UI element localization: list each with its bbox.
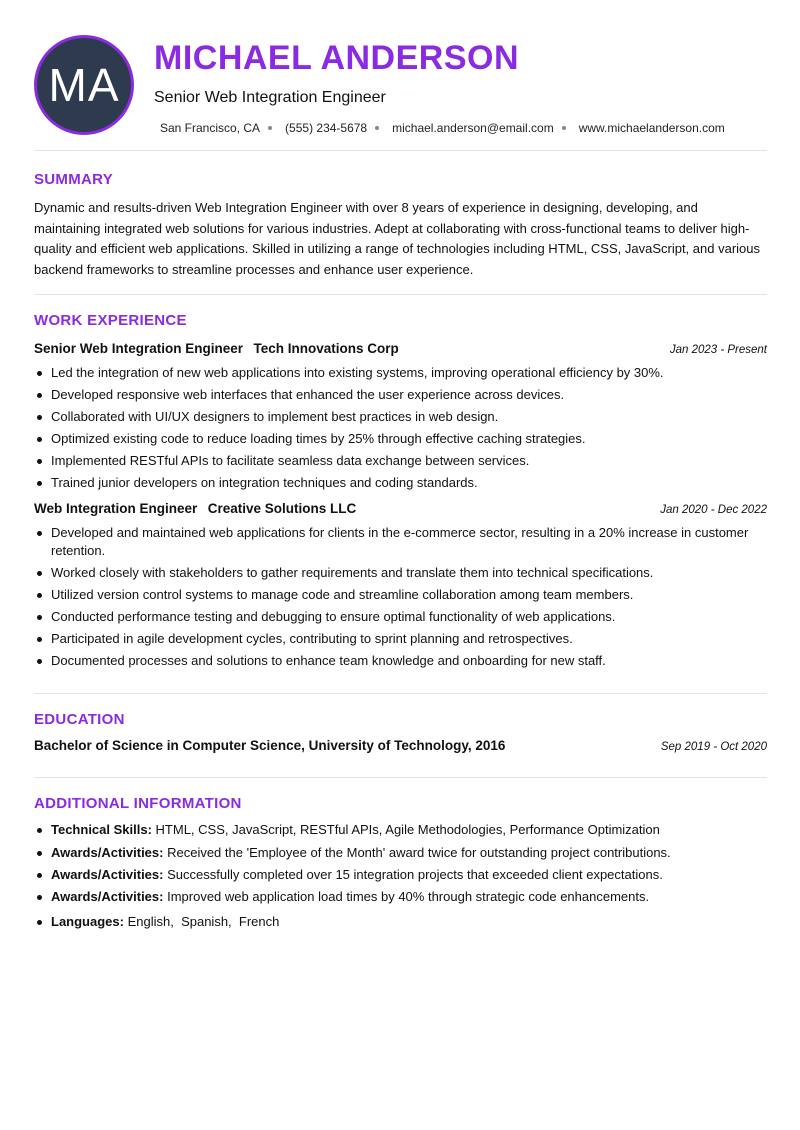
list-item: Led the integration of new web applications into existing systems, improving operational efficiency by 30%. xyxy=(34,364,767,383)
contact-phone: (555) 234-5678 xyxy=(285,121,368,135)
bullet-icon xyxy=(37,895,42,900)
job-bullets xyxy=(34,524,767,671)
list-item: Conducted performance testing and debugging to ensure optimal functionality of web applications. xyxy=(34,608,767,627)
list-item: Trained junior developers on integration techniques and coding standards. xyxy=(34,474,767,493)
info-label: Languages: xyxy=(51,913,124,929)
job-bullets xyxy=(34,364,767,493)
info-label: Technical Skills: xyxy=(51,821,152,837)
list-item: Documented processes and solutions to enhance team knowledge and onboarding for new staff. xyxy=(34,652,767,671)
info-text: Improved web application load times by 40% through strategic code enhancements. xyxy=(167,889,650,904)
education-degree: Bachelor of Science in Computer Science, University of Technology, 2016 xyxy=(34,737,506,753)
bullet-icon xyxy=(37,828,42,833)
resume-header xyxy=(34,0,767,150)
job-entry xyxy=(34,500,767,671)
list-item: Participated in agile development cycles, contributing to sprint planning and retrospectives. xyxy=(34,630,767,649)
info-text: Received the 'Employee of the Month' award twice for outstanding project contributions. xyxy=(167,845,671,860)
bullet-icon xyxy=(37,659,42,664)
info-text: HTML, CSS, JavaScript, RESTful APIs, Agile Methodologies, Performance Optimization xyxy=(155,821,660,837)
job-title: Web Integration Engineer xyxy=(34,500,198,516)
separator-dot-icon xyxy=(268,126,272,130)
list-item: Utilized version control systems to manage code and streamline collaboration among team members. xyxy=(34,586,767,605)
separator-dot-icon xyxy=(375,126,379,130)
list-item: Collaborated with UI/UX designers to implement best practices in web design. xyxy=(34,408,767,427)
candidate-role: Senior Web Integration Engineer xyxy=(154,89,386,106)
bullet-icon xyxy=(37,371,42,376)
info-label: Awards/Activities: xyxy=(51,867,164,882)
bullet-icon xyxy=(37,571,42,576)
job-header xyxy=(34,500,767,518)
summary-section xyxy=(34,151,767,280)
bullet-icon xyxy=(37,637,42,642)
bullet-icon xyxy=(37,481,42,486)
summary-title: SUMMARY xyxy=(34,171,114,188)
list-item: Developed and maintained web applications for clients in the e-commerce sector, resulting in a 20% increase in customer retention. xyxy=(34,524,767,561)
summary-text: Dynamic and results-driven Web Integration Engineer with over 8 years of experience in designing, developing, and maintaining integrated web solutions for various industries. Adept at collaborating with cross-functional teams to deliver high-quality and efficient web applications. Skilled in utilizing a range of technologies including HTML, CSS, JavaScript, and various backend frameworks to streamline processes and enhance user experience. xyxy=(34,200,760,277)
additional-title: ADDITIONAL INFORMATION xyxy=(34,794,242,812)
job-date: Jan 2023 - Present xyxy=(669,344,767,356)
job-title: Senior Web Integration Engineer xyxy=(34,341,244,356)
bullet-icon xyxy=(37,531,42,536)
job-date: Jan 2020 - Dec 2022 xyxy=(660,503,767,516)
list-item xyxy=(34,844,767,863)
bullet-icon xyxy=(37,393,42,398)
list-item: Worked closely with stakeholders to gather requirements and translate them into technical specifications. xyxy=(34,564,767,583)
list-item: Developed responsive web interfaces that enhanced the user experience across devices. xyxy=(34,386,767,405)
education-entry xyxy=(34,738,767,753)
list-item xyxy=(34,866,767,885)
list-item xyxy=(34,888,767,907)
contact-bar xyxy=(160,120,725,136)
contact-location: San Francisco, CA xyxy=(160,121,261,135)
bullet-icon xyxy=(37,437,42,442)
experience-title: WORK EXPERIENCE xyxy=(34,312,187,329)
contact-website[interactable]: www.michaelanderson.com xyxy=(578,121,725,135)
job-entry xyxy=(34,340,767,493)
bullet-icon xyxy=(37,459,42,464)
bullet-icon xyxy=(37,851,42,856)
bullet-icon xyxy=(37,615,42,620)
list-item xyxy=(34,821,767,840)
job-header xyxy=(34,340,767,358)
education-title: EDUCATION xyxy=(34,710,125,728)
bullet-icon xyxy=(37,593,42,598)
info-label: Awards/Activities: xyxy=(51,845,164,860)
list-item xyxy=(34,913,767,932)
additional-section xyxy=(34,778,767,932)
info-text: Successfully completed over 15 integration projects that exceeded client expectations. xyxy=(167,867,663,882)
bullet-icon xyxy=(37,415,42,420)
experience-section xyxy=(34,295,767,671)
bullet-icon xyxy=(37,920,42,925)
education-date: Sep 2019 - Oct 2020 xyxy=(660,740,767,753)
separator-dot-icon xyxy=(562,126,566,130)
additional-list xyxy=(34,821,767,932)
list-item: Optimized existing code to reduce loading times by 25% through effective caching strategies. xyxy=(34,430,767,449)
list-item: Implemented RESTful APIs to facilitate seamless data exchange between services. xyxy=(34,452,767,471)
education-section xyxy=(34,694,767,753)
job-company: Creative Solutions LLC xyxy=(207,500,357,516)
info-text: English, Spanish, French xyxy=(127,913,280,929)
bullet-icon xyxy=(37,873,42,878)
avatar-initials: MA xyxy=(48,59,120,111)
candidate-name: MICHAEL ANDERSON xyxy=(154,39,520,77)
info-label: Awards/Activities: xyxy=(51,889,164,904)
avatar xyxy=(34,35,134,135)
contact-email[interactable]: michael.anderson@email.com xyxy=(392,121,554,135)
job-company: Tech Innovations Corp xyxy=(253,341,399,356)
